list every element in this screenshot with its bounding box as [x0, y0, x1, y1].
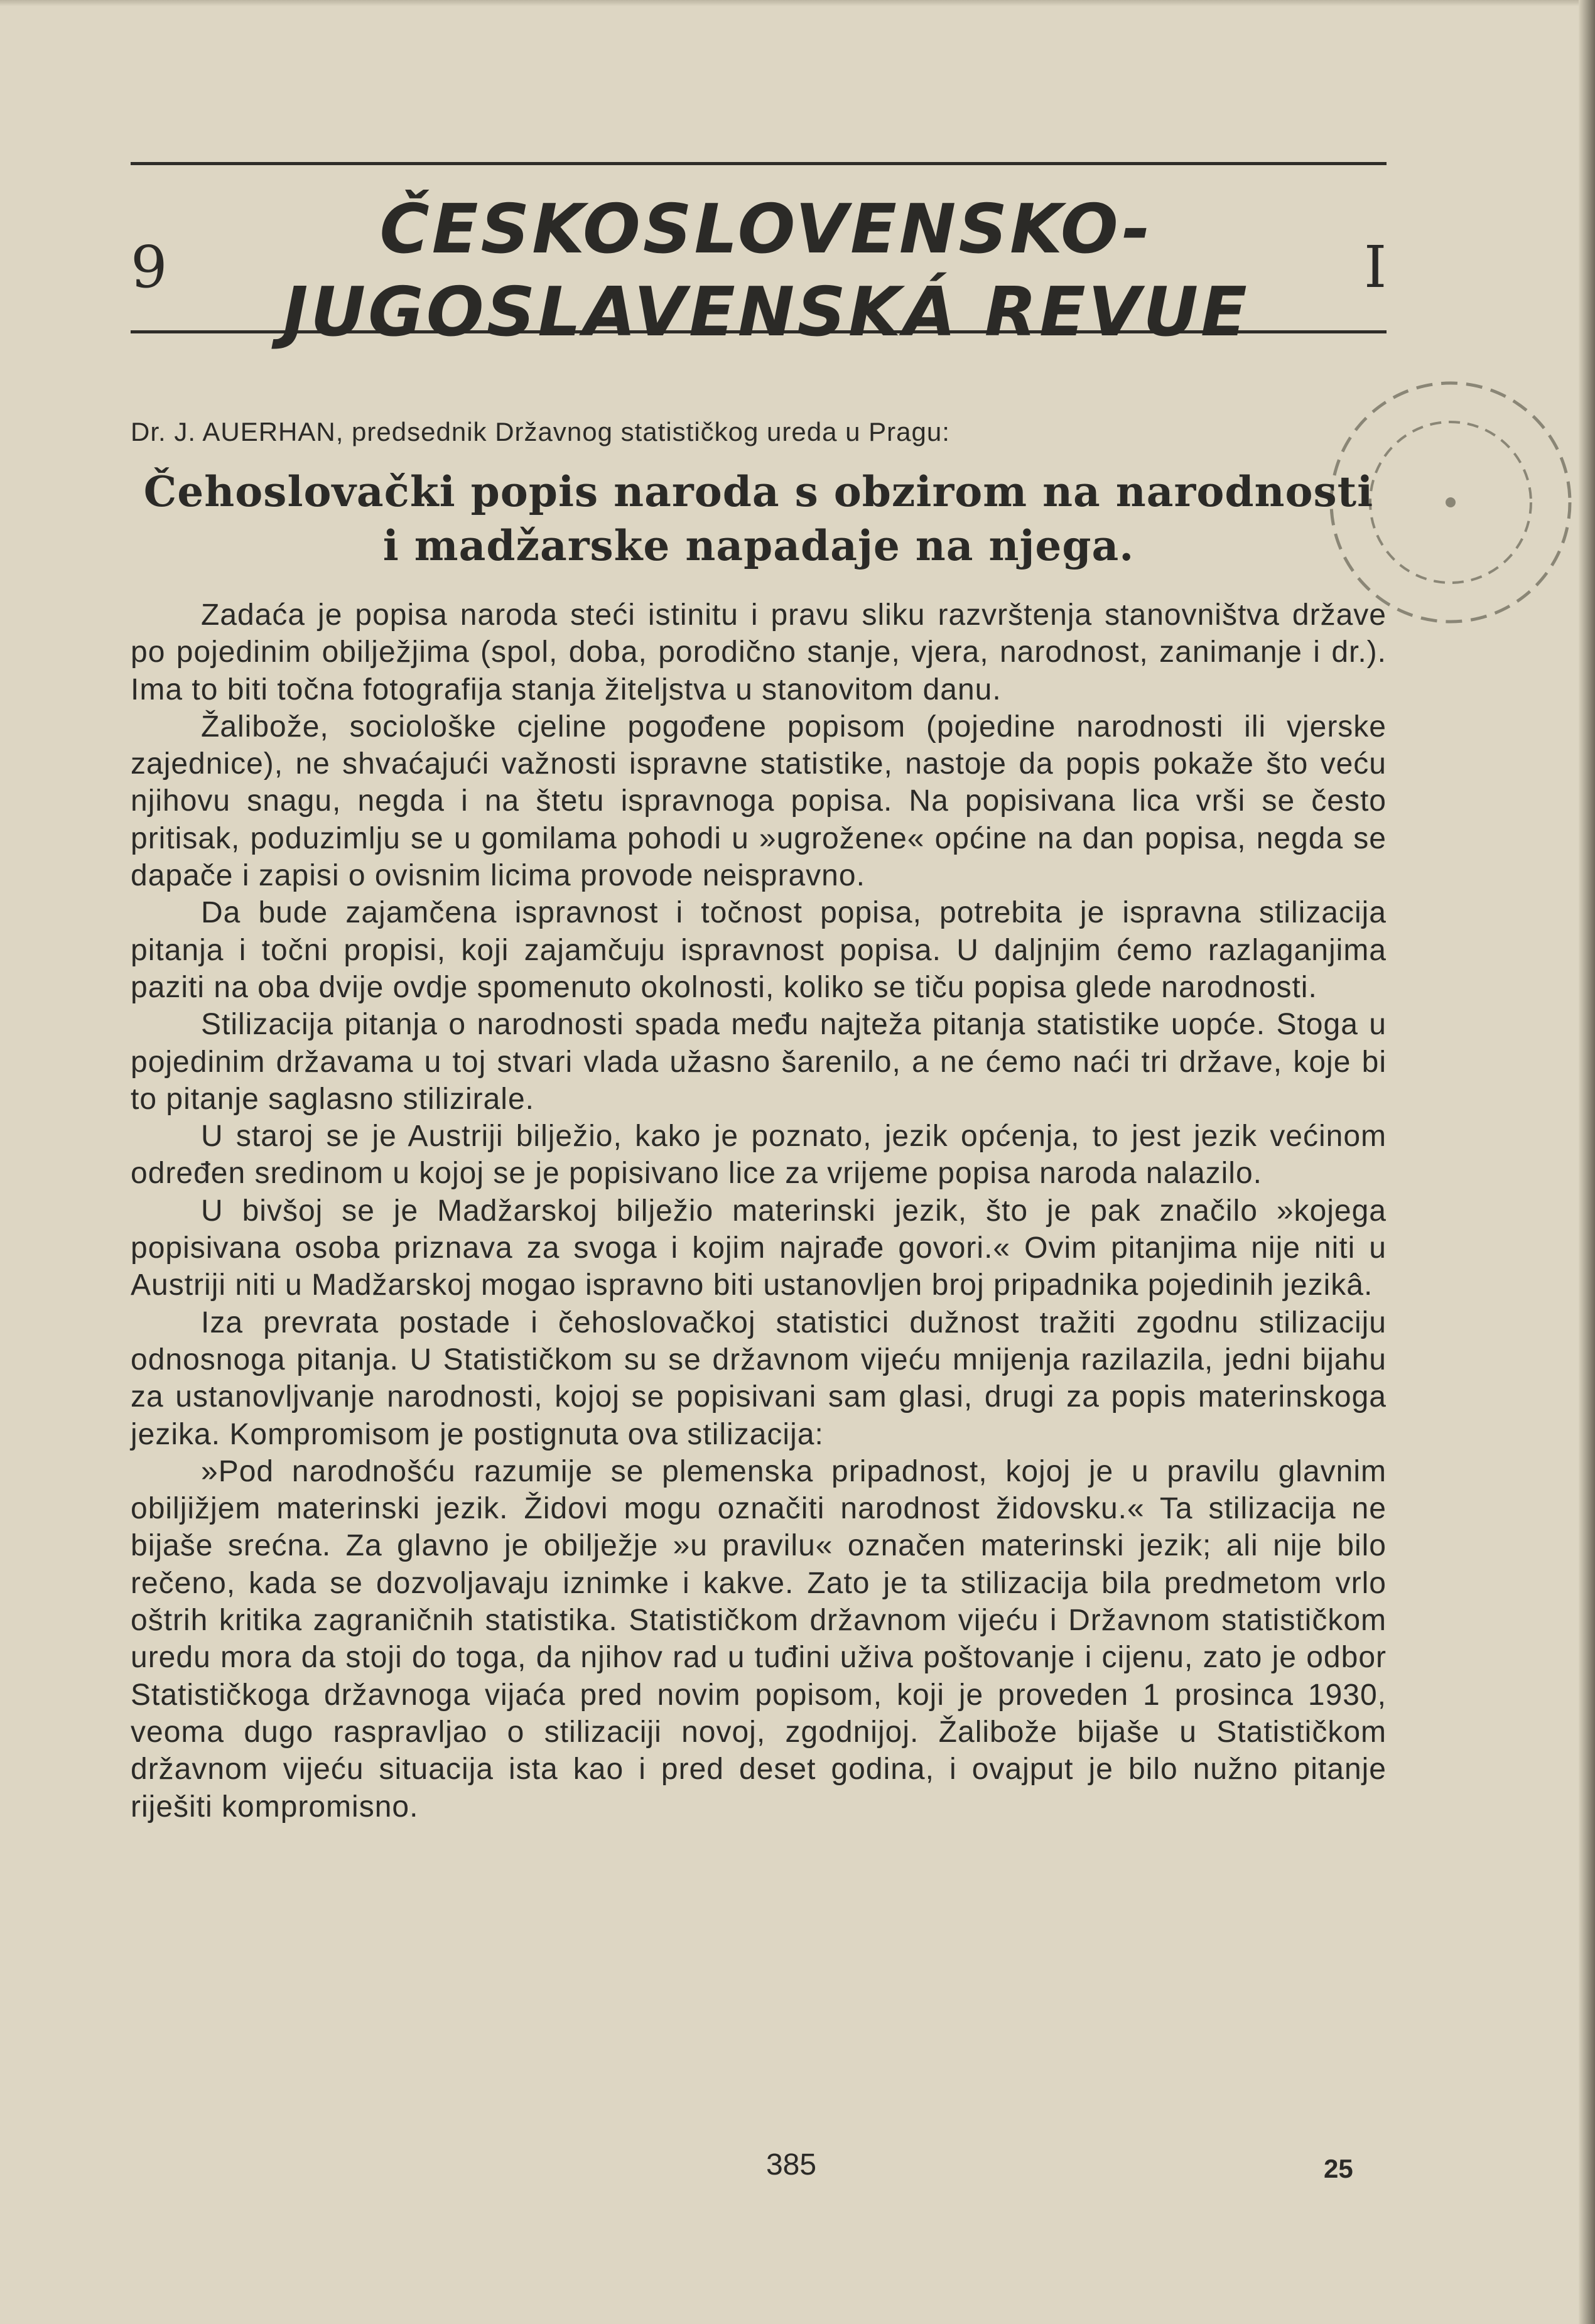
article-body: [131, 597, 1387, 1825]
journal-masthead: [264, 188, 1268, 354]
author-byline: Dr. J. AUERHAN, predsednik Državnog statističkog ureda u Pragu:: [131, 417, 950, 446]
issue-number: 9: [131, 234, 168, 301]
paragraph: Žalibože, sociološke cjeline pogođene popisom (pojedine narodnosti ili vjerske zajednice), ne shvaćajući važnosti ispravne statistike, nastoje da popis pokaže što veću njihovu snagu, negda i na štetu ispravnoga popisa. Na popisivana lica vrši se često pritisak, poduzimlju se u gomilama pohodi u »ugrožene« općine na dan popisa, negda se dapače i zapisi o ovisnim licima provode neispravno.: [131, 710, 1387, 893]
paragraph: U bivšoj se je Madžarskoj bilježio materinski jezik, što je pak značilo »kojega popisivana osoba priznava za svoga i kojim najrađe govori.« Ovim pitanjima nije niti u Austriji niti u Madžarskoj mogao ispravno biti ustanovljen broj pripadnika pojedinih jezikâ.: [131, 1194, 1387, 1302]
article-title: [131, 465, 1387, 573]
page-number: 385: [765, 2148, 817, 2181]
paragraph: U staroj se je Austriji bilježio, kako je poznato, jezik općenja, to jest jezik većinom određen sredinom u kojoj se je popisivano lice za vrijeme popisa naroda nalazilo.: [131, 1120, 1387, 1191]
paper-top-edge: [0, 0, 1595, 6]
paragraph: Zadaća je popisa naroda steći istinitu i pravu sliku razvrštenja stanovništva države po pojedinim obilježjima (spol, doba, porodično stanje, vjera, narodnost, zanimanje i dr.). Ima to biti točna fotografija stanja žiteljstva u stanovitom danu.: [131, 598, 1387, 706]
masthead-line-1: ČESKOSLOVENSKO-: [379, 190, 1153, 269]
article-title-line-1: Čehoslovački popis naroda s obzirom na narodnosti: [143, 467, 1374, 516]
paragraph: »Pod narodnošću razumije se plemenska pripadnost, kojoj je u pravilu glavnim obiljižjem materinski jezik. Židovi mogu označiti narodnost židovsku.« Ta stilizacija ne bijaše srećna. Za glavno je obilježje »u pravilu« označen materinski jezik; ali nije bilo rečeno, kada se dozvoljavaju iznimke i kakve. Zato je ta stilizacija bila predmetom vrlo oštrih kritika zagraničnih statistika. Statističkom državnom vijeću i Državnom statističkom uredu mora da stoji do toga, da njihov rad u tuđini uživa poštovanje i cijenu, zato je odbor Statističkoga državnoga vijaća pred novim popisom, koji je proveden 1 prosinca 1930, veoma dugo raspravljao o stilizaciji novoj, zgodnijoj. Žalibože bijaše u Statističkom državnom vijeću situacija ista kao i pred deset godina, i ovajput je bilo nužno pitanje riješiti kompromisno.: [131, 1454, 1387, 1824]
paper-right-edge: [1579, 0, 1595, 2324]
paragraph: Iza prevrata postade i čehoslovačkoj statistici dužnost tražiti zgodnu stilizaciju odnosnoga pitanja. U Statističkom su se državnom vijeću mnijenja razilazila, jedni bijahu za ustanovljvanje narodnosti, kojoj se popisivani sam glasi, drugi za popis materinskoga jezika. Kompromisom je postignuta ova stilizacija:: [131, 1305, 1387, 1451]
paragraph: Da bude zajamčena ispravnost i točnost popisa, potrebita je ispravna stilizacija pitanja i točni propisi, koji zajamčuju ispravnost popisa. U daljnjim ćemo razlaganjima paziti na oba dvije ovdje spomenuto okolnosti, koliko se tiču popisa glede narodnosti.: [131, 896, 1387, 1004]
signature-number: 25: [1324, 2154, 1353, 2183]
article-title-line-2: i madžarske napadaje na njega.: [382, 521, 1135, 570]
volume-roman: I: [1364, 234, 1387, 301]
paragraph: Stilizacija pitanja o narodnosti spada među najteža pitanja statistike uopće. Stoga u pojedinim državama u toj stvari vlada užasno šarenilo, a ne ćemo naći tri države, koje bi to pitanje saglasno stilizirale.: [131, 1008, 1387, 1116]
masthead-line-2: JUGOSLAVENSKÁ REVUE: [283, 273, 1250, 352]
header-top-rule: [131, 162, 1387, 165]
